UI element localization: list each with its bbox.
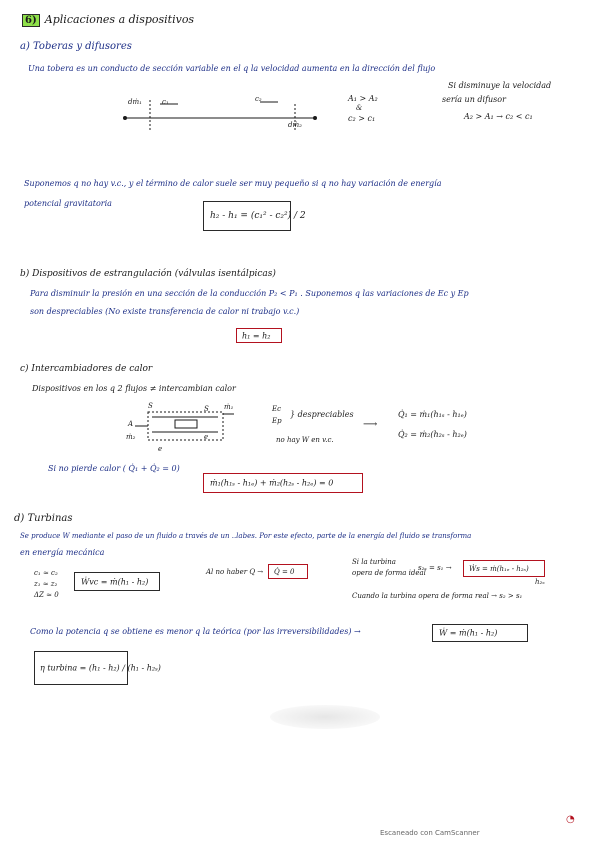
label-c1: c₁	[162, 98, 169, 106]
hx-label-e-bot: e	[204, 433, 209, 441]
equation-box-turbine	[74, 572, 160, 591]
hx-label-m2: ṁ₂	[126, 433, 136, 441]
title-text: Aplicaciones a dispositivos	[44, 13, 195, 26]
equation-box-exchanger	[203, 473, 363, 493]
section-d-heading: d) Turbinas	[14, 513, 73, 524]
ideal-arrow: s₂ₛ = s₁ →	[418, 564, 452, 572]
equation-ideal: Ẇs = ṁ(h₁ₑ - h₂ₛ)	[469, 564, 529, 573]
neglect-ep: Ep	[272, 417, 282, 425]
label-dm1: dṁ₁	[128, 98, 142, 106]
section-c-heading: c) Intercambiadores de calor	[20, 364, 153, 374]
equation-box-nozzle	[203, 201, 306, 231]
equation-throttle: h₁ = h₂	[242, 331, 271, 340]
heat-q2: Q̇₂ = ṁ₂(h₂ₛ - h₂ₑ)	[398, 430, 467, 439]
section-c-condition: Si no pierde calor ( Q̇₁ + Q̇₂ = 0)	[48, 464, 180, 473]
neglect-ec: Ec	[272, 405, 282, 413]
adiabatic-note: Al no haber Q →	[206, 568, 264, 576]
equation-box-throttle	[236, 328, 282, 343]
corner-mark-icon: ◔	[566, 814, 575, 825]
real-note: Cuando la turbina opera de forma real → s₂ > s₁	[352, 592, 523, 600]
section-b-text-2: son despreciables (No existe transferencia de calor ni trabajo v.c.)	[30, 307, 300, 316]
arrow-icon: ⟶	[363, 419, 378, 430]
section-d-text-2: en energía mecánica	[20, 548, 105, 557]
ideal-note-1: Si la turbina	[352, 558, 396, 566]
equation-box-ideal	[463, 560, 545, 577]
section-d-text-1: Se produce W mediante el paso de un fluido a través de un ..labes. Por este efecto, parte de la energía del fluido se transforma	[20, 532, 472, 540]
no-work-note: no hay W en v.c.	[276, 436, 334, 444]
efficiency-box	[34, 651, 161, 685]
section-a-heading: a) Toberas y difusores	[20, 41, 132, 52]
section-a-assumption: Suponemos q no hay v.c., y el término de calor suele ser muy pequeño si q no hay variación de energía	[24, 179, 442, 188]
equation-turbine: Ẇvc = ṁ(h₁ - h₂)	[81, 577, 149, 586]
page-title	[22, 10, 194, 26]
equation-nozzle: h₂ - h₁ = (c₁² - c₂²) / 2	[210, 211, 306, 221]
adiabatic-box	[268, 564, 308, 579]
label-c2: c₂	[255, 95, 262, 103]
turbine-assumption-1: c₁ ≈ c₂	[34, 569, 58, 577]
heat-q1: Q̇₁ = ṁ₁(h₁ₛ - h₁ₑ)	[398, 410, 467, 419]
relation-velocity: c₂ > c₁	[348, 114, 376, 123]
hx-label-s-top: S	[148, 402, 153, 410]
power-text: Como la potencia q se obtiene es menor q la teórica (por las irreversibilidades) →	[30, 627, 361, 636]
hx-label-e-top: e	[158, 445, 163, 453]
turbine-assumption-2: z₁ ≈ z₂	[34, 580, 58, 588]
turbine-assumption-3: ΔZ ≈ 0	[34, 591, 59, 599]
section-a-intro: Una tobera es un conducto de sección variable en el q la velocidad aumenta en la dirección del flujo	[28, 64, 436, 73]
ideal-subscript: h₂ₛ	[535, 578, 545, 586]
title-number: 6)	[22, 14, 40, 27]
hx-label-s-right: S	[204, 405, 209, 413]
equation-box-power	[432, 624, 528, 642]
ideal-note-2: opera de forma ideal	[352, 569, 426, 577]
diffuser-note-1: Si disminuye la velocidad	[448, 81, 552, 90]
hx-label-a: A	[128, 420, 134, 428]
diffuser-relation: A₂ > A₁ → c₂ < c₁	[464, 112, 533, 121]
diffuser-note-2: sería un difusor	[442, 95, 506, 104]
efficiency-equation: η turbina = (h₁ - h₂) / (h₁ - h₂ₛ)	[40, 663, 161, 673]
label-dm2: dṁ₂	[288, 121, 302, 129]
section-c-text-1: Dispositivos en los q 2 flujos ≠ intercambian calor	[32, 384, 236, 393]
relation-area: A₁ > A₂	[348, 94, 378, 103]
adiabatic-value: Q̇ = 0	[274, 567, 295, 576]
neglect-text: } despreciables	[290, 410, 354, 419]
relation-and: &	[356, 104, 363, 112]
hx-label-m1: ṁ₁	[224, 403, 234, 411]
equation-exchanger: ṁ₁(h₁ₛ - h₁ₑ) + ṁ₂(h₂ₛ - h₂ₑ) = 0	[210, 478, 334, 488]
section-a-assumption-2: potencial gravitatoria	[24, 199, 112, 208]
smudge-mark	[270, 705, 380, 729]
equation-power: Ẇ = ṁ(h₁ - h₂)	[439, 628, 498, 638]
section-b-heading: b) Dispositivos de estrangulación (válvulas isentálpicas)	[20, 269, 276, 279]
scanner-watermark: Escaneado con CamScanner	[380, 829, 480, 837]
section-b-text-1: Para disminuir la presión en una sección de la conducción P₂ < P₁ . Suponemos q las variaciones de Ec y Ep	[30, 289, 469, 298]
